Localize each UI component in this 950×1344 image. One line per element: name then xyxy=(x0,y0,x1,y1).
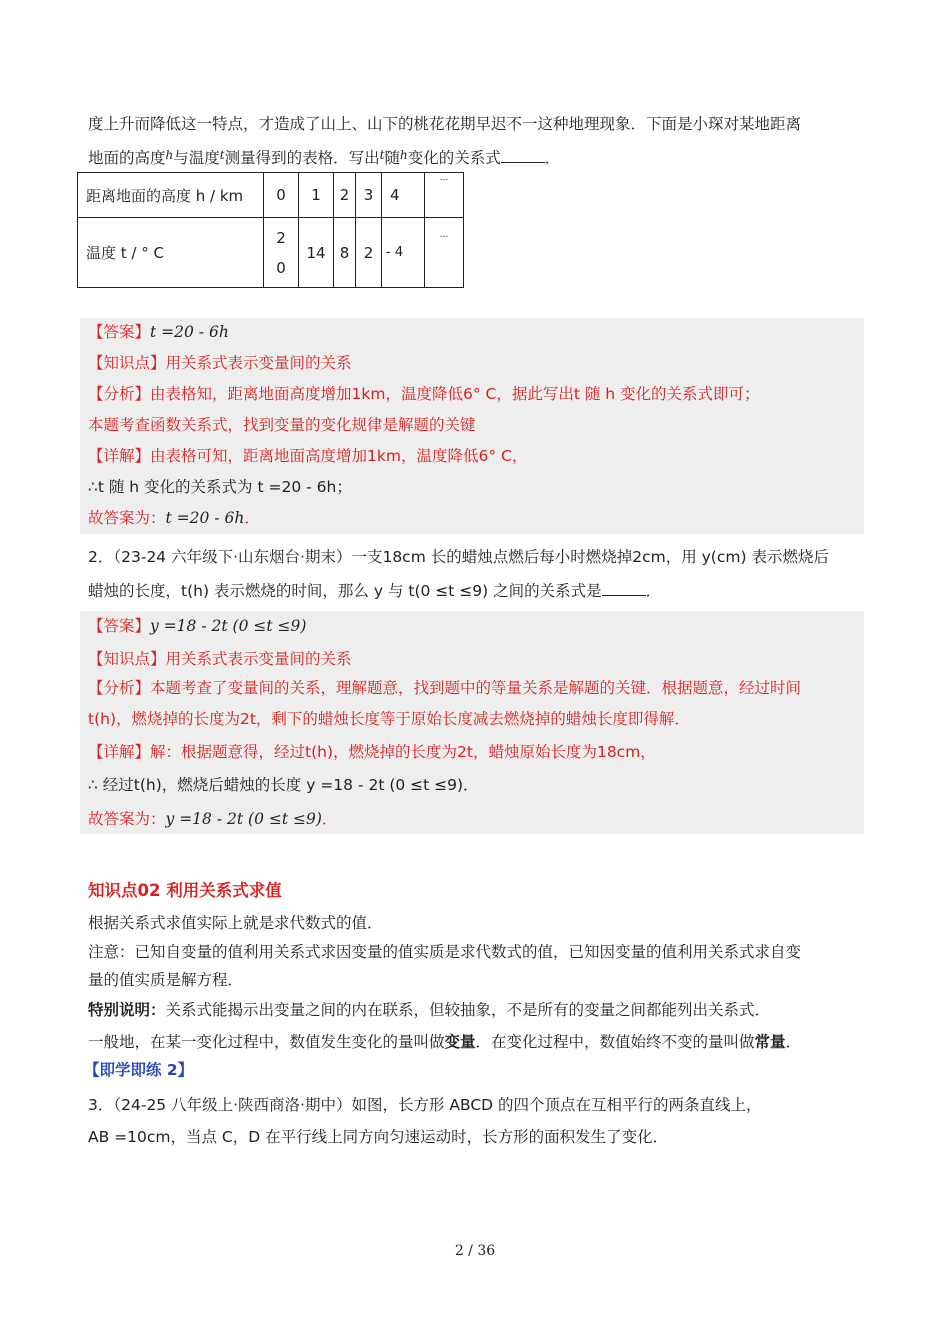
table-cell: 0 xyxy=(264,173,299,218)
analysis-text: 本题考查了变量间的关系，理解题意，找到题中的等量关系是解题的关键．根据题意，经过时间 xyxy=(150,679,802,697)
detail-tag: 【详解】 xyxy=(88,743,151,761)
table-cell: 2 xyxy=(334,173,356,218)
paragraph-text: ． xyxy=(785,1033,802,1051)
analysis-tag: 【分析】 xyxy=(88,679,151,697)
cell-digit: 0 xyxy=(276,258,286,277)
therefore-line: ∴t 随 h 变化的关系式为 t =20 - 6h； xyxy=(88,478,352,496)
knowledge-point-line xyxy=(88,647,352,671)
answer-blank xyxy=(501,148,545,163)
kp-tag: 【知识点】 xyxy=(88,650,166,668)
table-cell-ellipsis: … xyxy=(425,173,464,218)
final-expr: t =20 - 6h xyxy=(165,509,245,527)
term-constant: 常量 xyxy=(754,1033,786,1051)
question-2-line-2 xyxy=(88,579,661,603)
var-h: h xyxy=(165,148,174,162)
question-3-line-2: AB =10cm，当点 C，D 在平行线上同方向匀速运动时，长方形的面积发生了变化． xyxy=(88,1128,669,1146)
question-3-line-1 xyxy=(88,1093,762,1117)
question-number: 3． xyxy=(88,1096,114,1114)
final-label: 故答案为： xyxy=(88,509,166,527)
table-cell-ellipsis: … xyxy=(425,218,464,288)
page-number: 2 / 36 xyxy=(454,1243,496,1259)
section-paragraph-2: 注意：已知自变量的值利用关系式求因变量的值实质是求代数式的值，已知因变量的值利用关系式求自变 xyxy=(88,943,802,961)
section-paragraph-3: 量的值实质是解方程． xyxy=(88,971,244,989)
var-t: t xyxy=(379,148,385,162)
final-end: ． xyxy=(244,509,260,527)
detail-tag: 【详解】 xyxy=(88,447,151,465)
table-cell: 2 xyxy=(356,218,382,288)
table-cell: - 4 xyxy=(382,218,425,288)
var-t: t xyxy=(219,148,225,162)
practice-heading: 【即学即练 2】 xyxy=(84,1061,194,1079)
analysis-line-2: 本题考查函数关系式，找到变量的变化规律是解题的关键 xyxy=(88,416,476,434)
intro-text: 变化的关系式 xyxy=(407,149,501,167)
section-title: 知识点02 利用关系式求值 xyxy=(88,881,282,900)
final-label: 故答案为： xyxy=(88,810,166,828)
table-header-temperature: 温度 t / ° C xyxy=(78,218,264,288)
final-answer-line xyxy=(88,506,260,530)
detail-line xyxy=(88,740,656,764)
table-cell: 3 xyxy=(356,173,382,218)
answer-block-2 xyxy=(80,611,864,834)
answer-blank xyxy=(602,581,646,596)
answer-block-1 xyxy=(80,318,864,534)
table-row xyxy=(78,218,464,288)
analysis-line xyxy=(88,676,801,700)
analysis-line-2: t(h)，燃烧掉的长度为2t，剩下的蜡烛长度等于原始长度减去燃烧掉的蜡烛长度即得解． xyxy=(88,710,690,728)
special-text: 关系式能揭示出变量之间的内在联系，但较抽象，不是所有的变量之间都能列出关系式． xyxy=(165,1001,771,1019)
question-text: 如图，长方形 ABCD 的四个顶点在互相平行的两条直线上， xyxy=(351,1096,762,1114)
cell-digit: 2 xyxy=(276,228,286,247)
intro-text: 随 xyxy=(384,149,400,167)
analysis-tag: 【分析】 xyxy=(88,385,151,403)
answer-tag: 【答案】 xyxy=(88,617,151,635)
detail-text: 解：根据题意得，经过t(h)，燃烧掉的长度为2t，蜡烛原始长度为18cm， xyxy=(150,743,656,761)
answer-line xyxy=(88,614,306,638)
question-source: （24-25 八年级上·陕西商洛·期中） xyxy=(113,1096,352,1114)
therefore-line: ∴ 经过t(h)，燃烧后蜡烛的长度 y =18 - 2t (0 ≤t ≤9)． xyxy=(88,776,479,794)
knowledge-point-line xyxy=(88,351,352,375)
final-answer-line xyxy=(88,807,337,831)
special-note xyxy=(88,998,770,1022)
final-expr: y =18 - 2t (0 ≤t ≤9) xyxy=(165,810,322,828)
paragraph-text: ．在变化过程中，数值始终不变的量叫做 xyxy=(475,1033,755,1051)
question-source: （23-24 六年级下·山东烟台·期末） xyxy=(113,548,352,566)
section-paragraph-1: 根据关系式求值实际上就是求代数式的值． xyxy=(88,914,383,932)
question-2-line-1 xyxy=(88,545,829,569)
answer-line xyxy=(88,320,229,344)
height-temperature-table xyxy=(77,172,464,288)
var-h: h xyxy=(399,148,408,162)
table-row xyxy=(78,173,464,218)
analysis-line xyxy=(88,382,760,406)
intro-line-1: 度上升而降低这一特点，才造成了山上、山下的桃花花期早迟不一这种地理现象．下面是小琛对某地距离 xyxy=(88,115,802,133)
special-label: 特别说明： xyxy=(88,1001,166,1019)
intro-text: 测量得到的表格．写出 xyxy=(224,149,380,167)
kp-tag: 【知识点】 xyxy=(88,354,166,372)
table-cell: 4 xyxy=(382,173,425,218)
intro-text: 地面的高度 xyxy=(88,149,166,167)
detail-line xyxy=(88,444,527,468)
question-text: 一支18cm 长的蜡烛点燃后每小时燃烧掉2cm，用 y(cm) 表示燃烧后 xyxy=(351,548,829,566)
question-text: ． xyxy=(645,582,662,600)
term-variable: 变量 xyxy=(444,1033,476,1051)
question-text: 蜡烛的长度，t(h) 表示燃烧的时间，那么 y 与 t(0 ≤t ≤9) 之间的关系式是 xyxy=(88,582,602,600)
analysis-text: 由表格知，距离地面高度增加1km，温度降低6° C，据此写出t 随 h 变化的关系式即可； xyxy=(150,385,760,403)
kp-text: 用关系式表示变量间的关系 xyxy=(165,354,352,372)
paragraph-text: 一般地，在某一变化过程中，数值发生变化的量叫做 xyxy=(88,1033,445,1051)
table-cell: 1 xyxy=(299,173,334,218)
table-cell: 8 xyxy=(334,218,356,288)
answer-expr: y =18 - 2t (0 ≤t ≤9) xyxy=(150,617,307,635)
table-cell: 14 xyxy=(299,218,334,288)
final-end: ． xyxy=(321,810,338,828)
section-paragraph-5 xyxy=(88,1030,801,1054)
answer-expr: t =20 - 6h xyxy=(150,323,229,341)
intro-text: 与温度 xyxy=(173,149,220,167)
question-number: 2． xyxy=(88,548,114,566)
answer-tag: 【答案】 xyxy=(88,323,151,341)
table-cell xyxy=(264,218,299,288)
kp-text: 用关系式表示变量间的关系 xyxy=(165,650,352,668)
intro-line-2 xyxy=(88,143,560,170)
intro-text: ． xyxy=(544,149,561,167)
detail-text: 由表格可知，距离地面高度增加1km，温度降低6° C， xyxy=(150,447,528,465)
table-header-height: 距离地面的高度 h / km xyxy=(78,173,264,218)
